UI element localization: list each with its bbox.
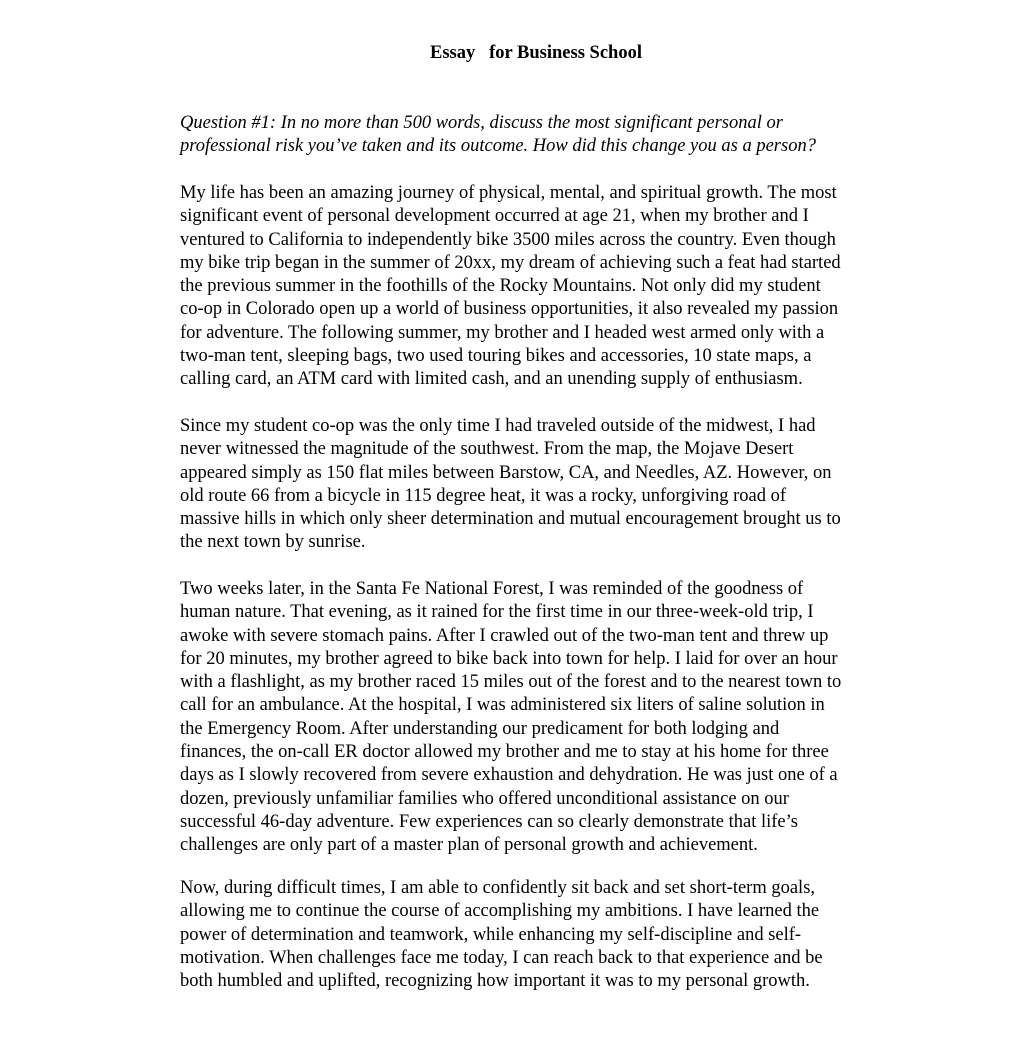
essay-question	[180, 112, 920, 159]
paragraph-line: for adventure. The following summer, my brother and I headed west armed only with a	[180, 322, 825, 343]
paragraph-line: human nature. That evening, as it rained for the first time in our three-week-old trip, I	[180, 602, 814, 623]
paragraph-line: Two weeks later, in the Santa Fe National Forest, I was reminded of the goodness of	[180, 579, 804, 599]
paragraph-line: calling card, an ATM card with limited cash, and an unending supply of enthusiasm.	[180, 369, 803, 390]
paragraph-2	[180, 415, 920, 555]
paragraph-line: Now, during difficult times, I am able to confidently sit back and set short-term goals,	[180, 878, 816, 898]
question-line: Question #1: In no more than 500 words, discuss the most significant personal or	[180, 113, 783, 133]
paragraph-line: power of determination and teamwork, while enhancing my self-discipline and self-	[180, 924, 802, 945]
paragraph-line: Since my student co-op was the only time I had traveled outside of the midwest, I had	[180, 416, 816, 436]
paragraph-1	[180, 182, 920, 392]
paragraph-line: motivation. When challenges face me today, I can reach back to that experience and be	[180, 947, 823, 968]
paragraph-line: successful 46-day adventure. Few experiences can so clearly demonstrate that life’s	[180, 811, 798, 832]
paragraph-line: two-man tent, sleeping bags, two used touring bikes and accessories, 10 state maps, a	[180, 346, 812, 367]
paragraph-line: ventured to California to independently bike 3500 miles across the country. Even though	[180, 229, 836, 250]
paragraph-line: call for an ambulance. At the hospital, I was administered six liters of saline solution in	[180, 695, 825, 716]
paragraph-line: the Emergency Room. After understanding our predicament for both lodging and	[180, 718, 780, 739]
paragraph-line: with a flashlight, as my brother raced 15 miles out of the forest and to the nearest town to	[180, 672, 842, 693]
paragraph-line: the next town by sunrise.	[180, 532, 366, 553]
paragraph-line: awoke with severe stomach pains. After I crawled out of the two-man tent and threw up	[180, 625, 829, 646]
paragraph-line: my bike trip began in the summer of 20xx, my dream of achieving such a feat had started	[180, 252, 841, 273]
paragraph-line: old route 66 from a bicycle in 115 degree heat, it was a rocky, unforgiving road of	[180, 485, 787, 506]
paragraph-line: finances, the on-call ER doctor allowed my brother and me to stay at his home for three	[180, 742, 829, 763]
paragraph-line: challenges are only part of a master plan of personal growth and achievement.	[180, 835, 758, 856]
paragraph-line: the previous summer in the foothills of the Rocky Mountains. Not only did my student	[180, 276, 821, 297]
question-line: professional risk you’ve taken and its outcome. How did this change you as a person?	[180, 136, 816, 157]
paragraph-line: never witnessed the magnitude of the southwest. From the map, the Mojave Desert	[180, 439, 794, 460]
paragraph-line: for 20 minutes, my brother agreed to bike back into town for help. I laid for over an hour	[180, 648, 838, 669]
paragraph-line: My life has been an amazing journey of physical, mental, and spiritual growth. The most	[180, 183, 837, 203]
paragraph-4	[180, 877, 920, 993]
paragraph-line: co-op in Colorado open up a world of business opportunities, it also revealed my passion	[180, 299, 839, 320]
paragraph-line: appeared simply as 150 flat miles between Barstow, CA, and Needles, AZ. However, on	[180, 462, 832, 483]
paragraph-line: massive hills in which only sheer determination and mutual encouragement brought us to	[180, 509, 841, 530]
paragraph-line: allowing me to continue the course of accomplishing my ambitions. I have learned the	[180, 901, 820, 922]
essay-title: Essay for Business School	[430, 43, 642, 63]
paragraph-line: both humbled and uplifted, recognizing how important it was to my personal growth.	[180, 971, 810, 992]
paragraph-line: significant event of personal development occurred at age 21, when my brother and I	[180, 206, 809, 227]
paragraph-line: days as I slowly recovered from severe exhaustion and dehydration. He was just one of a	[180, 765, 838, 786]
paragraph-3	[180, 578, 920, 858]
paragraph-line: dozen, previously unfamiliar families who offered unconditional assistance on our	[180, 788, 789, 809]
